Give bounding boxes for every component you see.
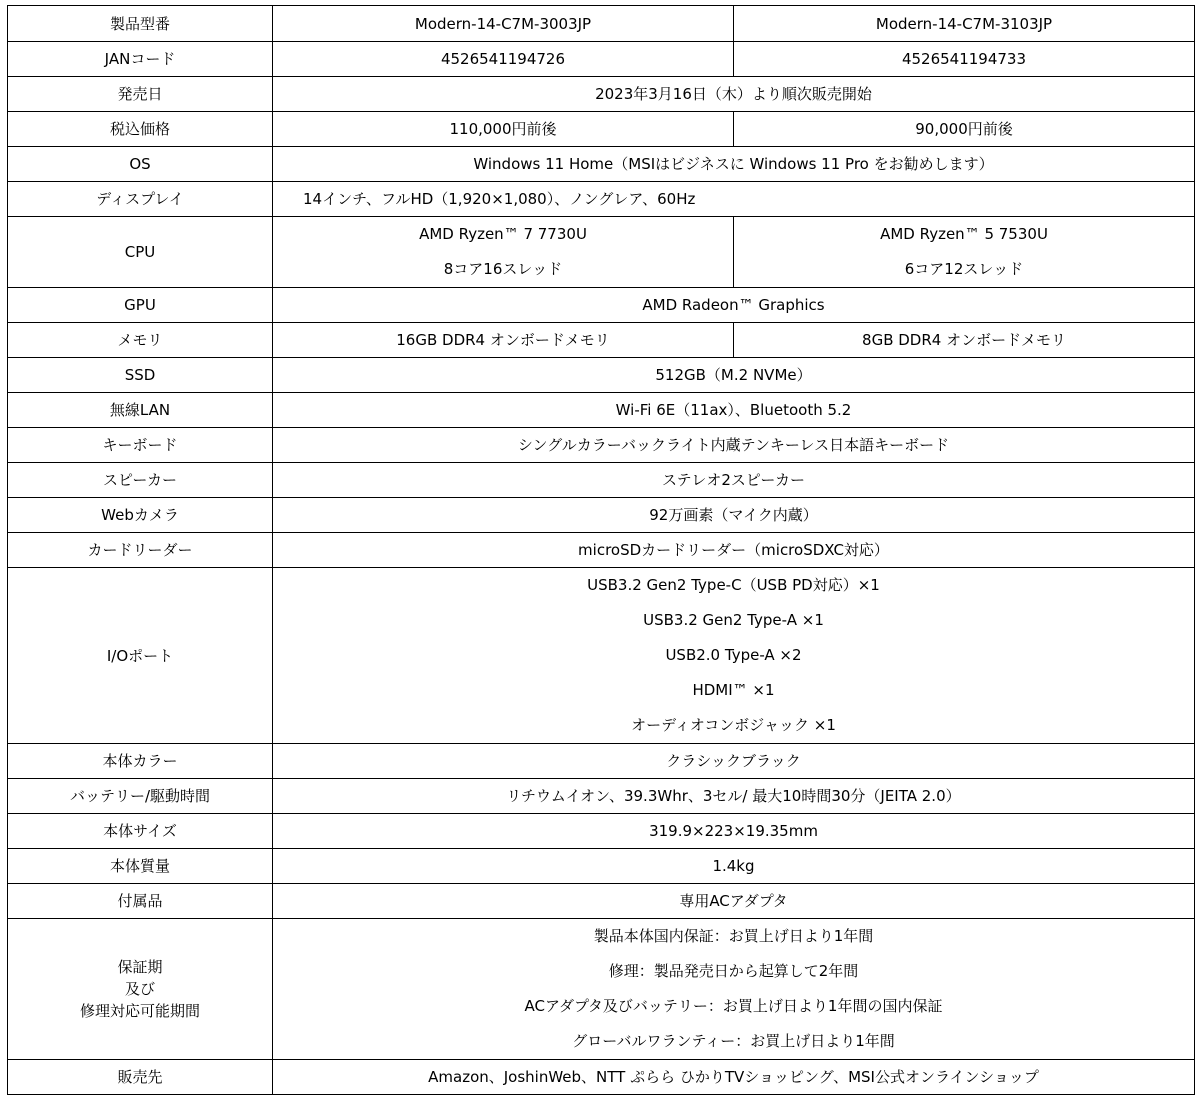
row-value-col-2: 90,000円前後	[734, 112, 1195, 147]
row-value-line: 8コア16スレッド	[443, 260, 563, 278]
row-value: 512GB（M.2 NVMe）	[273, 358, 1195, 393]
row-cpu	[8, 217, 1195, 288]
row-label: 税込価格	[8, 112, 273, 147]
row-value: 専用ACアダプタ	[273, 884, 1195, 919]
row-label: 本体質量	[8, 849, 273, 884]
row-wlan	[8, 393, 1195, 428]
row-accessories	[8, 884, 1195, 919]
row-ssd	[8, 358, 1195, 393]
row-label: スピーカー	[8, 463, 273, 498]
row-release	[8, 77, 1195, 112]
row-keyboard	[8, 428, 1195, 463]
spec-table	[7, 5, 1195, 1095]
row-os	[8, 147, 1195, 182]
row-memory	[8, 323, 1195, 358]
row-value: microSDカードリーダー（microSDXC対応）	[273, 533, 1195, 568]
row-model	[8, 6, 1195, 42]
row-label: SSD	[8, 358, 273, 393]
row-io	[8, 568, 1195, 744]
row-value-col-1: 4526541194726	[273, 42, 734, 77]
row-speaker	[8, 463, 1195, 498]
row-label: バッテリー/駆動時間	[8, 779, 273, 814]
row-value: 92万画素（マイク内蔵）	[273, 498, 1195, 533]
row-value: 2023年3月16日（木）より順次販売開始	[273, 77, 1195, 112]
row-label: メモリ	[8, 323, 273, 358]
row-value-line: 修理：製品発売日から起算して2年間	[608, 962, 859, 980]
row-label: 本体カラー	[8, 744, 273, 779]
row-value-line: USB3.2 Gen2 Type-C（USB PD対応）×1	[587, 576, 880, 594]
row-value-line: AMD Ryzen™ 5 7530U	[880, 225, 1048, 243]
row-label: CPU	[8, 217, 273, 288]
row-weight	[8, 849, 1195, 884]
row-label: OS	[8, 147, 273, 182]
row-webcam	[8, 498, 1195, 533]
row-value-line: 製品本体国内保証：お買上げ日より1年間	[593, 927, 874, 945]
row-label: Webカメラ	[8, 498, 273, 533]
row-label: 本体サイズ	[8, 814, 273, 849]
row-value: ステレオ2スピーカー	[273, 463, 1195, 498]
row-jan	[8, 42, 1195, 77]
row-label: 製品型番	[8, 6, 273, 42]
row-value: 14インチ、フルHD（1,920×1,080）、ノングレア、60Hz	[273, 182, 1195, 217]
row-value	[273, 919, 1195, 1060]
row-value-col-1: Modern-14-C7M-3003JP	[273, 6, 734, 42]
row-display	[8, 182, 1195, 217]
row-cardreader	[8, 533, 1195, 568]
row-color	[8, 744, 1195, 779]
row-warranty	[8, 919, 1195, 1060]
row-gpu	[8, 288, 1195, 323]
row-value-line: 6コア12スレッド	[904, 260, 1024, 278]
row-size	[8, 814, 1195, 849]
row-value-line: グローバルワランティー：お買上げ日より1年間	[572, 1032, 895, 1050]
row-price	[8, 112, 1195, 147]
row-battery	[8, 779, 1195, 814]
row-value-line: AMD Ryzen™ 7 7730U	[419, 225, 587, 243]
row-value-line: オーディオコンボジャック ×1	[631, 716, 836, 734]
row-value-line: ACアダプタ及びバッテリー：お買上げ日より1年間の国内保証	[524, 997, 943, 1015]
row-value-col-1: 110,000円前後	[273, 112, 734, 147]
row-value	[273, 568, 1195, 744]
row-label-line: 修理対応可能期間	[79, 1002, 200, 1020]
row-label-line: 及び	[124, 980, 155, 998]
row-label: カードリーダー	[8, 533, 273, 568]
row-value-line: USB2.0 Type-A ×2	[665, 646, 802, 664]
row-label: GPU	[8, 288, 273, 323]
row-value-col-2: Modern-14-C7M-3103JP	[734, 6, 1195, 42]
row-label: キーボード	[8, 428, 273, 463]
row-value: Windows 11 Home（MSIはビジネスに Windows 11 Pro をお勧めします）	[273, 147, 1195, 182]
row-label: 発売日	[8, 77, 273, 112]
row-retailers	[8, 1060, 1195, 1095]
row-value-col-1	[273, 217, 734, 288]
row-label: JANコード	[8, 42, 273, 77]
row-label	[8, 919, 273, 1060]
row-value-col-2: 8GB DDR4 オンボードメモリ	[734, 323, 1195, 358]
row-value-line: USB3.2 Gen2 Type-A ×1	[643, 611, 824, 629]
row-value-line: HDMI™ ×1	[692, 681, 775, 699]
row-value: シングルカラーバックライト内蔵テンキーレス日本語キーボード	[273, 428, 1195, 463]
row-value-col-2: 4526541194733	[734, 42, 1195, 77]
row-label: 付属品	[8, 884, 273, 919]
row-label: ディスプレイ	[8, 182, 273, 217]
row-label: I/Oポート	[8, 568, 273, 744]
row-label: 販売先	[8, 1060, 273, 1095]
row-value: Amazon、JoshinWeb、NTT ぷらら ひかりTVショッピング、MSI公式オンラインショップ	[273, 1060, 1195, 1095]
row-label: 無線LAN	[8, 393, 273, 428]
row-value: Wi-Fi 6E（11ax）、Bluetooth 5.2	[273, 393, 1195, 428]
row-value: 1.4kg	[273, 849, 1195, 884]
row-value: 319.9×223×19.35mm	[273, 814, 1195, 849]
row-value: クラシックブラック	[273, 744, 1195, 779]
row-value: AMD Radeon™ Graphics	[273, 288, 1195, 323]
row-value-col-1: 16GB DDR4 オンボードメモリ	[273, 323, 734, 358]
row-value-col-2	[734, 217, 1195, 288]
row-value: リチウムイオン、39.3Whr、3セル/ 最大10時間30分（JEITA 2.0）	[273, 779, 1195, 814]
row-label-line: 保証期	[117, 958, 163, 976]
